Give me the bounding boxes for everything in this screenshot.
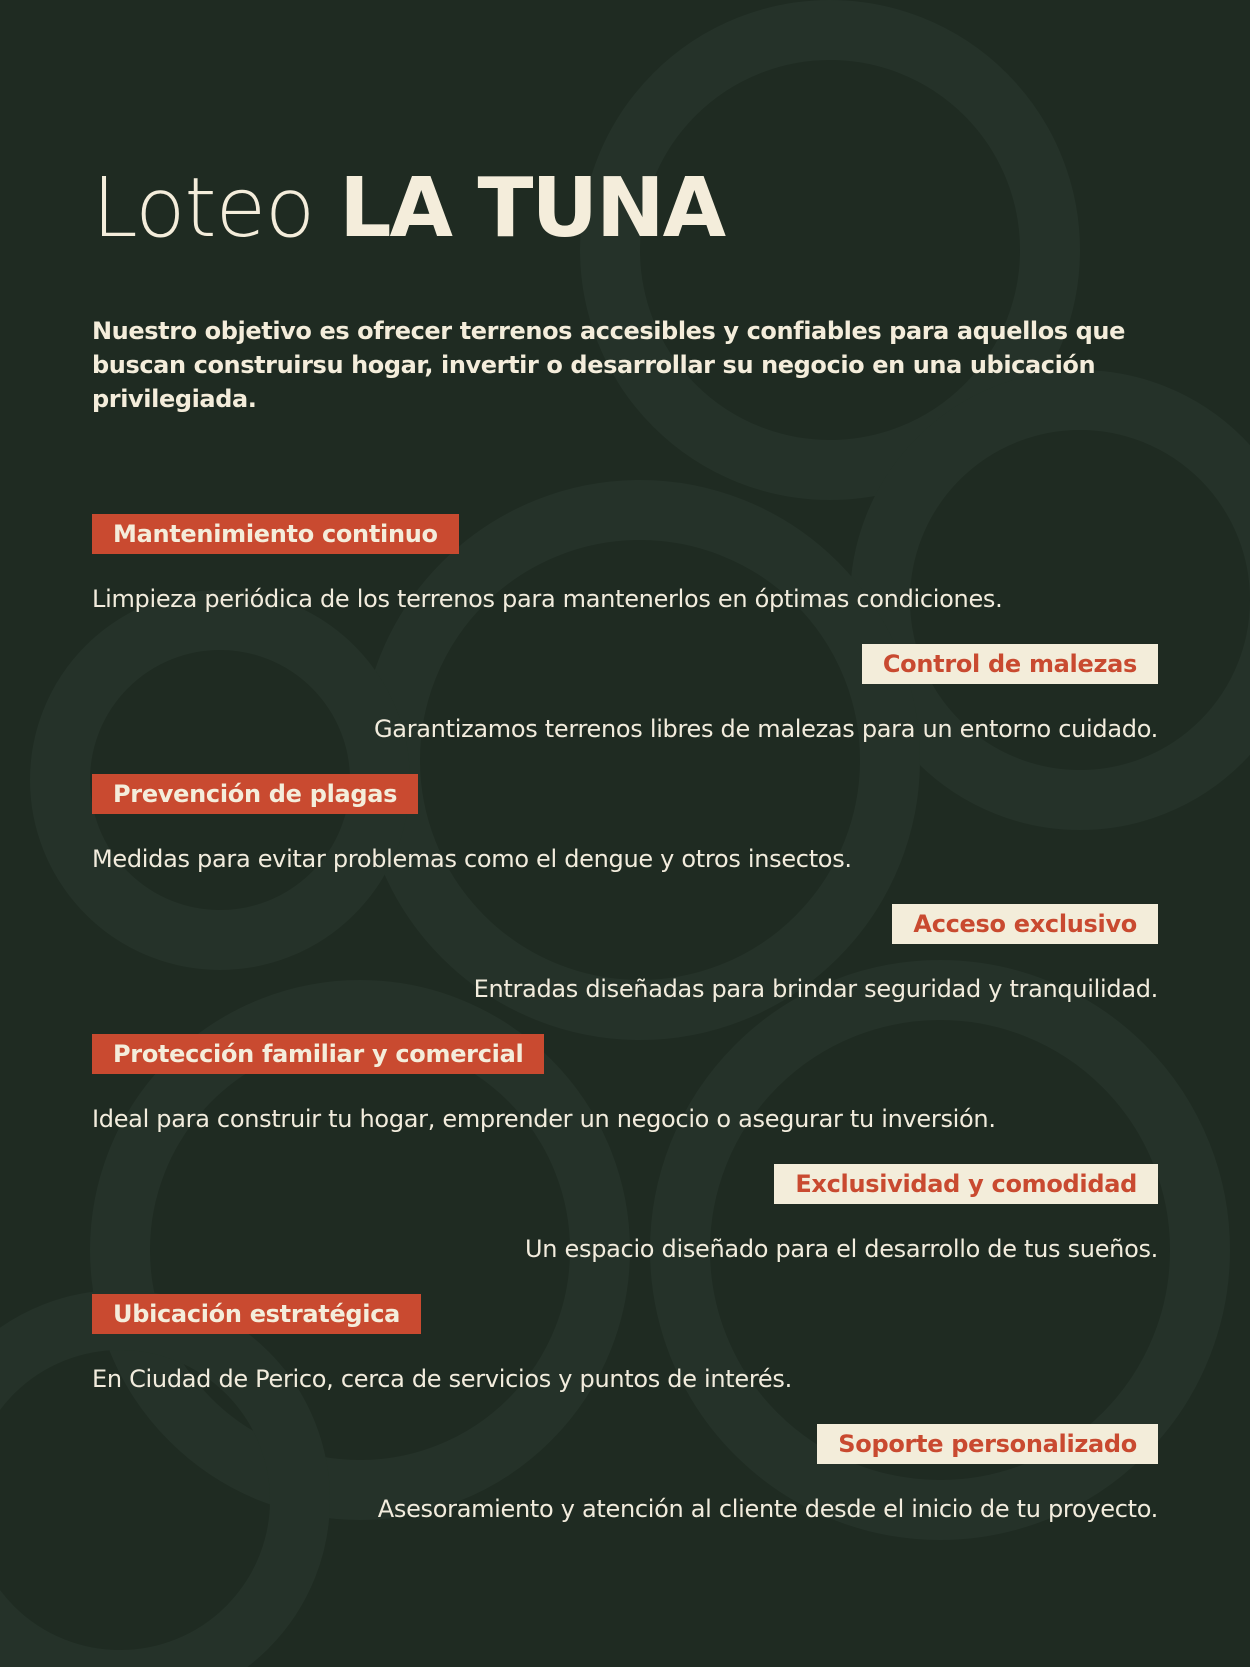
- feature-description: En Ciudad de Perico, cerca de servicios y puntos de interés.: [92, 1365, 792, 1393]
- feature-mantenimiento: [92, 514, 1158, 615]
- feature-proteccion: [92, 1034, 1158, 1135]
- feature-description: Ideal para construir tu hogar, emprender un negocio o asegurar tu inversión.: [92, 1105, 996, 1133]
- feature-description: Un espacio diseñado para el desarrollo de tus sueños.: [525, 1235, 1158, 1263]
- feature-tag: Protección familiar y comercial: [92, 1034, 544, 1074]
- feature-prevencion-plagas: [92, 774, 1158, 875]
- feature-description: Asesoramiento y atención al cliente desde el inicio de tu proyecto.: [377, 1495, 1158, 1523]
- features-list: [92, 514, 1158, 1525]
- feature-tag: Ubicación estratégica: [92, 1294, 421, 1334]
- feature-description: Medidas para evitar problemas como el dengue y otros insectos.: [92, 845, 852, 873]
- page-title: [92, 0, 1158, 256]
- feature-exclusividad: [92, 1164, 1158, 1265]
- feature-soporte: [92, 1424, 1158, 1525]
- feature-tag: Acceso exclusivo: [892, 904, 1158, 944]
- title-light: Loteo: [92, 161, 315, 256]
- feature-tag: Mantenimiento continuo: [92, 514, 459, 554]
- feature-tag: Control de malezas: [862, 644, 1158, 684]
- feature-description: Garantizamos terrenos libres de malezas para un entorno cuidado.: [374, 715, 1158, 743]
- feature-acceso-exclusivo: [92, 904, 1158, 1005]
- feature-control-malezas: [92, 644, 1158, 745]
- feature-description: Entradas diseñadas para brindar seguridad y tranquilidad.: [473, 975, 1158, 1003]
- feature-tag: Soporte personalizado: [817, 1424, 1158, 1464]
- feature-tag: Exclusividad y comodidad: [774, 1164, 1158, 1204]
- feature-tag: Prevención de plagas: [92, 774, 418, 814]
- title-bold: LA TUNA: [339, 161, 725, 256]
- feature-ubicacion: [92, 1294, 1158, 1395]
- intro-paragraph: Nuestro objetivo es ofrecer terrenos accesibles y confiables para aquellos que buscan construirsu hogar, invertir o desarrollar su negocio en una ubicación privilegiada.: [92, 317, 1125, 413]
- feature-description: Limpieza periódica de los terrenos para mantenerlos en óptimas condiciones.: [92, 585, 1003, 613]
